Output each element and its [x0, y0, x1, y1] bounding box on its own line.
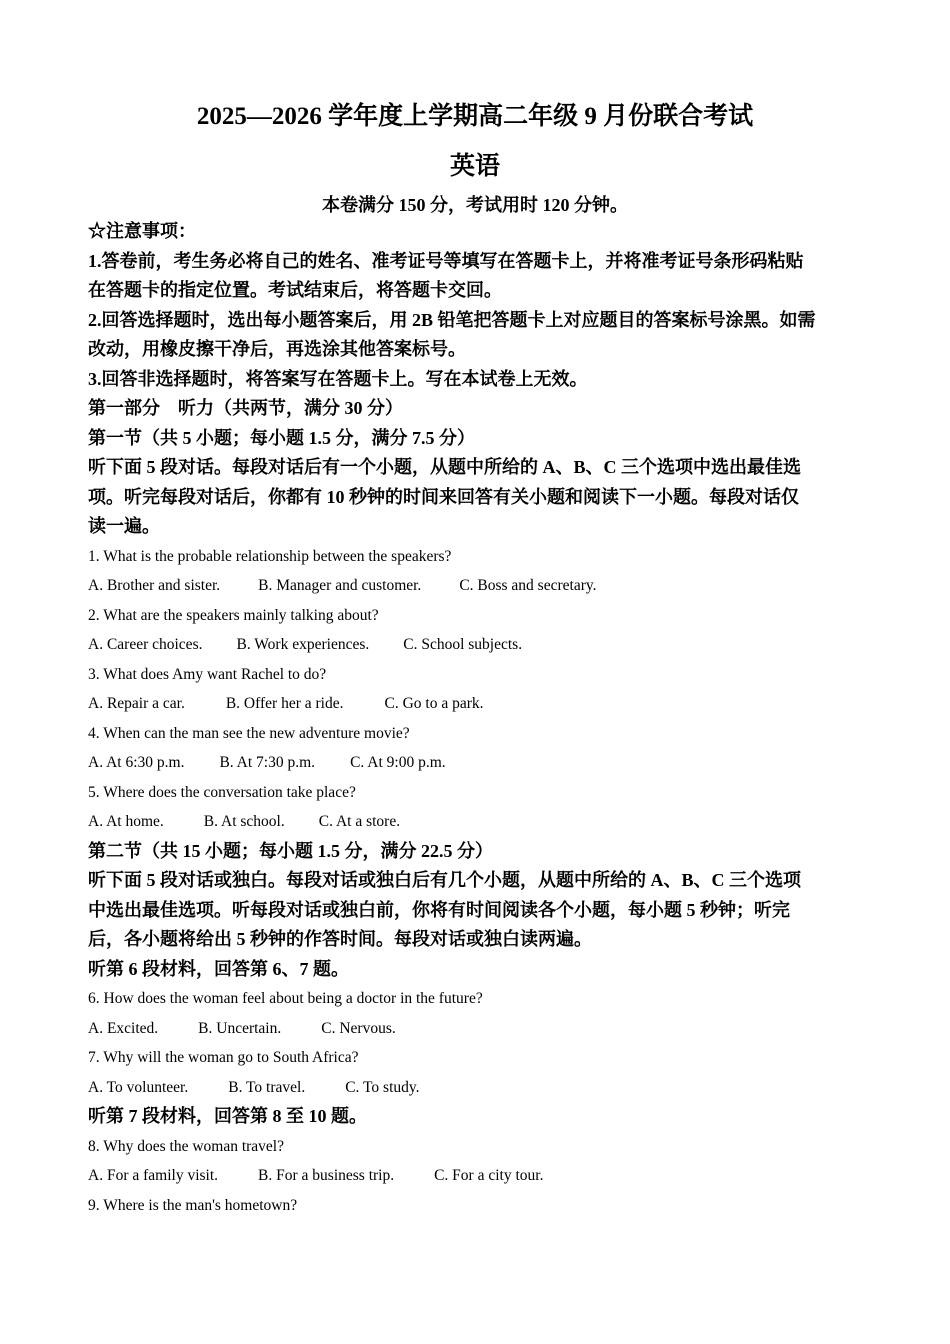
option-c: C. At a store.	[318, 813, 401, 830]
question-4: 4. When can the man see the new adventure movie?	[88, 724, 410, 742]
material-7-heading: 听第 7 段材料，回答第 8 至 10 题。	[88, 1106, 367, 1126]
options-6	[88, 1014, 878, 1044]
option-b: B. Offer her a ride.	[225, 695, 344, 712]
option-a: A. At 6:30 p.m.	[88, 754, 185, 771]
section2-instruction: 中选出最佳选项。听每段对话或独白前，你将有时间阅读各个小题，每小题 5 秒钟；听完	[88, 899, 790, 920]
options-2	[88, 630, 878, 660]
option-c: C. At 9:00 p.m.	[350, 754, 446, 771]
option-a: A. Excited.	[88, 1019, 159, 1037]
option-c: C. To study.	[345, 1078, 420, 1096]
subject-title: 英语	[449, 153, 500, 180]
section1-heading: 第一节（共 5 小题；每小题 1.5 分，满分 7.5 分）	[88, 427, 475, 448]
notice-line: 3.回答非选择题时，将答案写在答题卡上。写在本试卷上无效。	[88, 368, 588, 389]
option-a: A. Brother and sister.	[88, 577, 221, 594]
option-a: A. To volunteer.	[88, 1078, 189, 1096]
option-c: C. Boss and secretary.	[459, 577, 597, 594]
exam-title: 2025—2026 学年度上学期高二年级 9 月份联合考试	[196, 103, 754, 130]
section1-instruction: 听下面 5 段对话。每段对话后有一个小题，从题中所给的 A、B、C 三个选项中选出最佳选	[88, 457, 801, 477]
question-2: 2. What are the speakers mainly talking about?	[88, 606, 379, 624]
options-4	[88, 748, 878, 778]
option-b: B. For a business trip.	[258, 1167, 395, 1184]
option-a: A. For a family visit.	[88, 1167, 219, 1184]
option-b: B. Uncertain.	[198, 1019, 282, 1037]
notice-line: 在答题卡的指定位置。考试结束后，将答题卡交回。	[88, 280, 502, 300]
material-6-heading: 听第 6 段材料，回答第 6、7 题。	[88, 958, 349, 979]
option-b: B. At school.	[203, 813, 285, 830]
option-a: A. Repair a car.	[88, 695, 185, 712]
question-7: 7. Why will the woman go to South Africa?	[88, 1049, 359, 1066]
options-7	[88, 1073, 878, 1103]
question-6: 6. How does the woman feel about being a doctor in the future?	[88, 990, 483, 1007]
option-a: A. At home.	[88, 813, 164, 830]
option-b: B. At 7:30 p.m.	[219, 754, 316, 771]
notice-heading: ☆注意事项：	[88, 221, 196, 241]
option-b: B. To travel.	[228, 1078, 306, 1096]
notice-line: 2.回答选择题时，选出每小题答案后，用 2B 铅笔把答题卡上对应题目的答案标号涂黑。如需	[88, 309, 816, 330]
part1-heading: 第一部分 听力（共两节，满分 30 分）	[88, 398, 403, 418]
notice-line: 1.答卷前，考生务必将自己的姓名、准考证号等填写在答题卡上，并将准考证号条形码粘贴	[88, 250, 804, 271]
option-b: B. Manager and customer.	[258, 577, 422, 594]
section2-instruction: 听下面 5 段对话或独白。每段对话或独白后有几个小题，从题中所给的 A、B、C 三个选项	[88, 870, 802, 890]
question-8: 8. Why does the woman travel?	[88, 1137, 284, 1155]
exam-info: 本卷满分 150 分，考试用时 120 分钟。	[322, 195, 628, 215]
section1-instruction: 读一遍。	[88, 516, 160, 536]
options-1	[88, 571, 878, 601]
option-c: C. Nervous.	[321, 1019, 396, 1037]
options-5	[88, 807, 878, 837]
option-c: C. Go to a park.	[384, 695, 484, 712]
question-9: 9. Where is the man's hometown?	[88, 1196, 298, 1214]
option-a: A. Career choices.	[88, 636, 203, 653]
section1-instruction: 项。听完每段对话后，你都有 10 秒钟的时间来回答有关小题和阅读下一小题。每段对话仅	[88, 486, 799, 507]
options-8	[88, 1161, 878, 1191]
question-5: 5. Where does the conversation take place?	[88, 783, 356, 801]
question-3: 3. What does Amy want Rachel to do?	[88, 665, 327, 683]
section2-instruction: 后，各小题将给出 5 秒钟的作答时间。每段对话或独白读两遍。	[88, 929, 592, 949]
notice-line: 改动，用橡皮擦干净后，再选涂其他答案标号。	[88, 339, 466, 359]
section2-heading: 第二节（共 15 小题；每小题 1.5 分，满分 22.5 分）	[88, 840, 493, 861]
option-c: C. For a city tour.	[434, 1167, 544, 1184]
option-b: B. Work experiences.	[236, 636, 370, 653]
exam-body	[88, 217, 878, 1220]
options-3	[88, 689, 878, 719]
question-1: 1. What is the probable relationship between the speakers?	[88, 547, 452, 565]
option-c: C. School subjects.	[403, 636, 523, 653]
